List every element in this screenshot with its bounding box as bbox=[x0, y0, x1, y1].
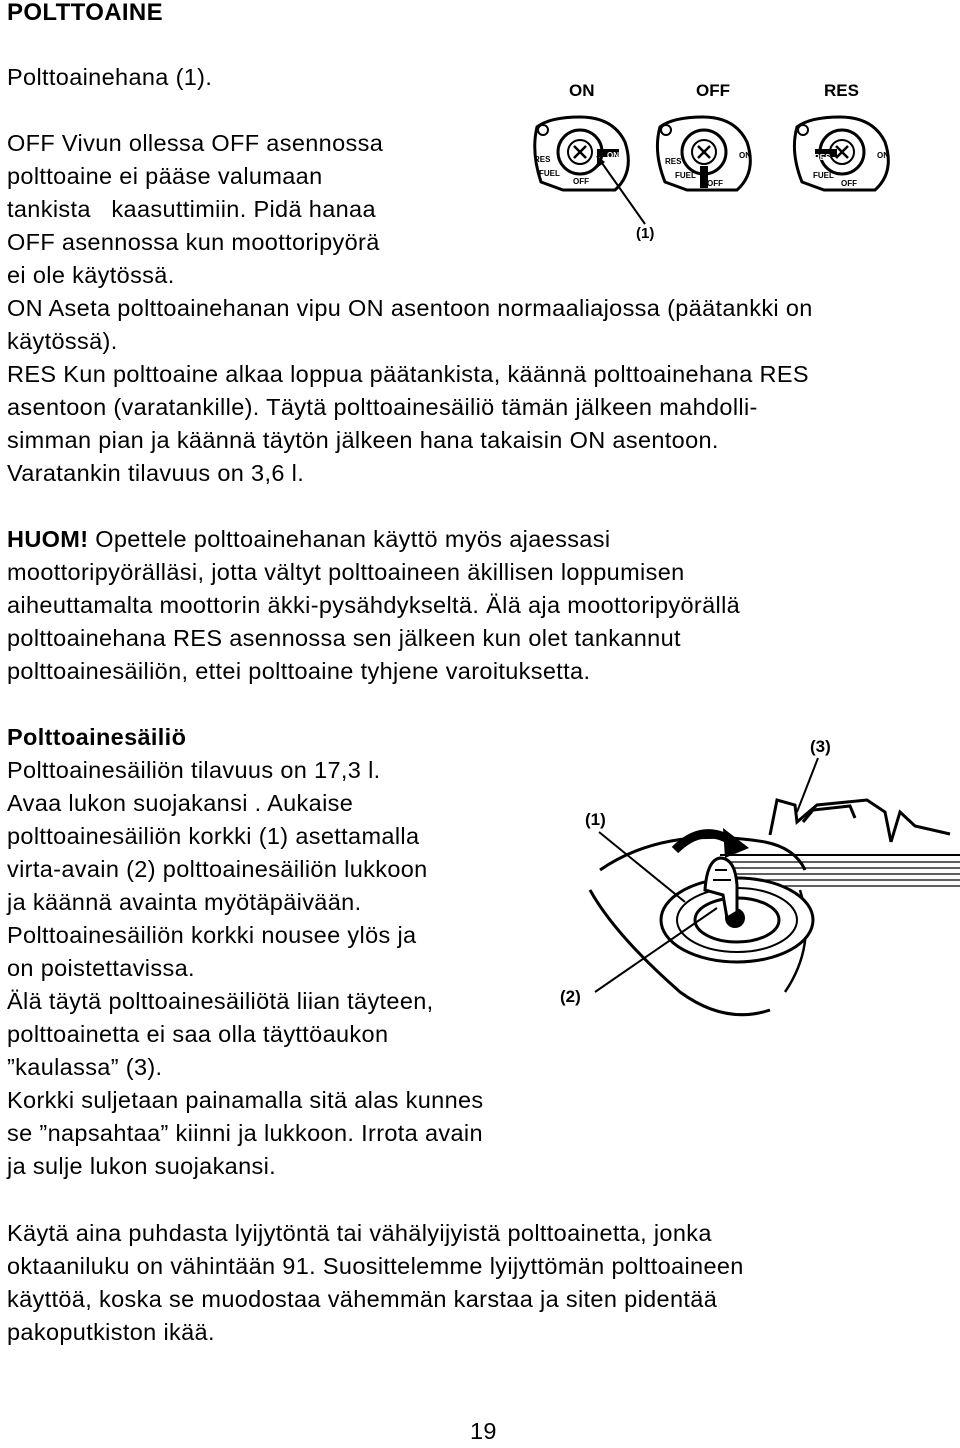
res-text-line: simman pian ja käännä täytön jälkeen hana takaisin ON asentoon. bbox=[7, 427, 719, 453]
note-text-line: polttoainehana RES asennossa sen jälkeen kun olet tankannut bbox=[7, 625, 681, 651]
off-text-line: OFF asennossa kun moottoripyörä bbox=[7, 229, 380, 255]
dial-label: OFF bbox=[841, 179, 857, 188]
res-text-line: Varatankin tilavuus on 3,6 l. bbox=[7, 460, 305, 486]
dial-label: RES bbox=[665, 157, 682, 166]
tank-text-line: se ”napsahtaa” kiinni ja lukkoon. Irrota avain bbox=[7, 1120, 483, 1146]
tank-text-line: Korkki suljetaan painamalla sitä alas kunnes bbox=[7, 1087, 484, 1113]
tank-heading: Polttoainesäiliö bbox=[7, 724, 187, 750]
tank-neck-section bbox=[720, 758, 960, 886]
dial-label: FUEL bbox=[539, 169, 560, 178]
fuel-text-line: oktaaniluku on vähintään 91. Suosittelemme lyijyttömän polttoaineen bbox=[7, 1253, 744, 1279]
off-text-line: polttoaine ei pääse valumaan bbox=[7, 163, 323, 189]
dial-label: RES bbox=[534, 155, 551, 164]
res-text-line: RES Kun polttoaine alkaa loppua päätankista, käännä polttoainehana RES bbox=[7, 361, 809, 387]
off-text-line: tankista kaasuttimiin. Pidä hanaa bbox=[7, 196, 376, 222]
tank-text-line: ja sulje lukon suojakansi. bbox=[7, 1153, 277, 1179]
fuel-text-line: Käytä aina puhdasta lyijytöntä tai vähälyijyistä polttoainetta, jonka bbox=[7, 1220, 712, 1246]
valve-label-on: ON bbox=[569, 81, 595, 100]
off-text-line: OFF Vivun ollessa OFF asennossa bbox=[7, 130, 384, 156]
fuel-text-line: pakoputkiston ikää. bbox=[7, 1319, 215, 1345]
cap-callout-3: (3) bbox=[810, 737, 831, 756]
cap-callout-2: (2) bbox=[560, 987, 581, 1006]
note-text-line: moottoripyörälläsi, jotta vältyt polttoaineen äkillisen loppumisen bbox=[7, 559, 685, 585]
tank-text-line: on poistettavissa. bbox=[7, 955, 195, 981]
on-text-line: käytössä). bbox=[7, 328, 118, 354]
valve-heading: Polttoainehana (1). bbox=[7, 64, 213, 90]
tank-text-line: Polttoainesäiliön korkki nousee ylös ja bbox=[7, 922, 417, 948]
tank-text-line: ”kaulassa” (3). bbox=[7, 1054, 163, 1080]
dial-label: ON bbox=[739, 151, 751, 160]
dial-label: ON bbox=[607, 151, 619, 160]
tank-text-line: Älä täytä polttoainesäiliötä liian täyteen, bbox=[7, 988, 434, 1014]
valve-label-res: RES bbox=[824, 81, 859, 100]
tank-text-line: polttoainesäiliön korkki (1) asettamalla bbox=[7, 823, 420, 849]
dial-label: OFF bbox=[573, 177, 589, 186]
valve-label-off: OFF bbox=[696, 81, 730, 100]
page-title: POLTTOAINE bbox=[7, 0, 163, 26]
cap-callout-1: (1) bbox=[585, 810, 606, 829]
leader-line bbox=[599, 832, 685, 902]
note-label: HUOM! bbox=[7, 526, 89, 552]
note-first-line bbox=[7, 523, 610, 556]
on-text-line: ON Aseta polttoainehanan vipu ON asentoon normaaliajossa (päätankki on bbox=[7, 295, 813, 321]
note-text-line: aiheuttamalta moottorin äkki-pysähdykseltä. Älä aja moottoripyörällä bbox=[7, 592, 741, 618]
res-text-line: asentoon (varatankille). Täytä polttoainesäiliö tämän jälkeen mahdolli- bbox=[7, 394, 758, 420]
dial-label: OFF bbox=[707, 179, 723, 188]
valve-callout: (1) bbox=[636, 225, 655, 242]
tank-text-line: Polttoainesäiliön tilavuus on 17,3 l. bbox=[7, 757, 381, 783]
tank-outline bbox=[600, 837, 805, 870]
tank-text-line: virta-avain (2) polttoainesäiliön lukkoon bbox=[7, 856, 428, 882]
valve-dial-off bbox=[657, 117, 751, 190]
page-number: 19 bbox=[470, 1418, 497, 1444]
dial-label: RES bbox=[814, 153, 831, 162]
tank-text-line: Avaa lukon suojakansi . Aukaise bbox=[7, 790, 354, 816]
valve-dial-res bbox=[794, 117, 889, 190]
fuel-valve-figure bbox=[525, 72, 955, 247]
turn-arrowhead bbox=[723, 828, 749, 858]
tank-text-line: ja käännä avainta myötäpäivään. bbox=[7, 889, 362, 915]
off-text-line: ei ole käytössä. bbox=[7, 262, 175, 288]
fuel-cap-figure bbox=[555, 730, 960, 1060]
tank-text-line: polttoainetta ei saa olla täyttöaukon bbox=[7, 1021, 389, 1047]
dial-label: FUEL bbox=[813, 171, 834, 180]
dial-label: FUEL bbox=[675, 171, 696, 180]
note-text-line: polttoainesäiliön, ettei polttoaine tyhjene varoituksetta. bbox=[7, 658, 591, 684]
fuel-text-line: käyttöä, koska se muodostaa vähemmän karstaa ja siten pidentää bbox=[7, 1286, 718, 1312]
note-text: Opettele polttoainehanan käyttö myös ajaessasi bbox=[88, 526, 611, 552]
dial-label: ON bbox=[877, 151, 889, 160]
